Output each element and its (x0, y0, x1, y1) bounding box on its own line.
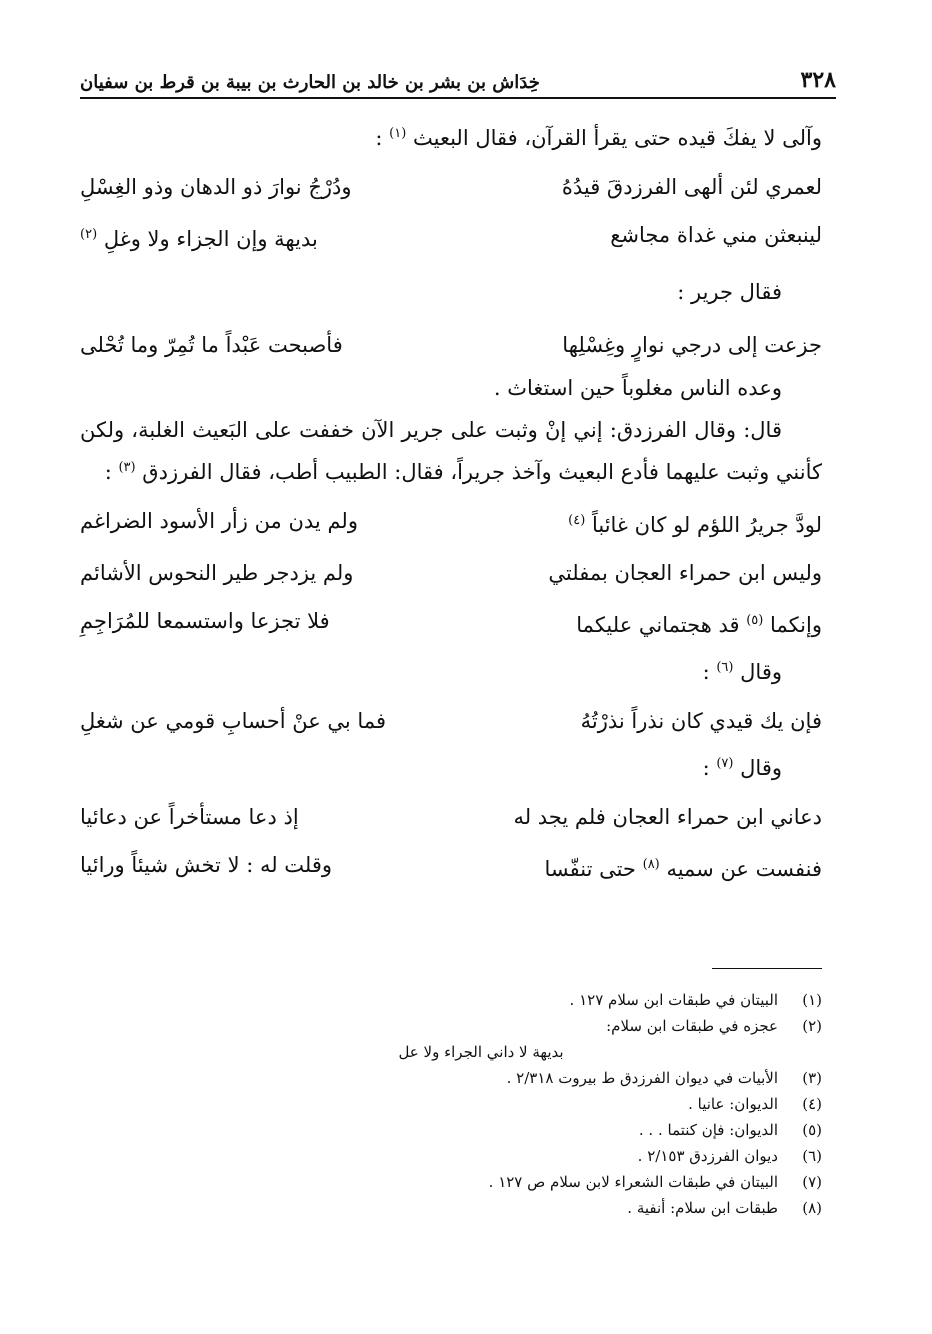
said-text: وقال (740, 756, 782, 780)
said-line-7 (80, 745, 822, 787)
verse-hemistich-1 (492, 597, 822, 649)
verse-hemistich-1: فإن يك قيدي كان نذراً نذرْتُهُ (580, 709, 822, 733)
footnote-separator (712, 968, 822, 969)
verse-text: وإنكما (770, 613, 822, 637)
said-line-6 (80, 649, 822, 691)
footnote-text: الديوان: فإن كنتما . . . (638, 1121, 778, 1139)
verse-hemistich-2: فلا تجزعا واستسمعا للمُرَاجِمِ (80, 609, 330, 633)
verse-hemistich-2: وقلت له : لا تخش شيئاً ورائيا (80, 853, 333, 877)
verse-hemistich-1: دعاني ابن حمراء العجان فلم يجد له (513, 805, 822, 829)
colon: : (702, 756, 710, 780)
verse-hemistich-1: جزعت إلى درجي نوارٍ وغِسْلِها (562, 333, 822, 357)
verse-text: قد هجتماني عليكما (576, 613, 740, 637)
footnote-ref: (٨) (642, 857, 660, 872)
verse-8 (80, 793, 822, 841)
verse-2 (80, 211, 822, 263)
verse-4 (80, 497, 822, 549)
intro-text: وآلى لا يفكَ قيده حتى يقرأ القرآن، فقال البعيث (413, 126, 822, 150)
verse-text: فنفست عن سميه (666, 857, 822, 881)
narration-paragraph (80, 411, 822, 491)
verse-text: بديهة وإن الجزاء ولا وغلِ (103, 227, 318, 251)
footnote-ref: (١) (389, 126, 407, 141)
footnote-item (300, 1143, 822, 1169)
footnote-number: (٦) (802, 1147, 822, 1165)
footnotes (300, 987, 822, 1221)
footnote-text: الديوان: عانيا . (688, 1095, 778, 1113)
verse-hemistich-2 (80, 211, 420, 263)
footnote-item (300, 1117, 822, 1143)
footnote-ref: (٥) (746, 613, 764, 628)
verse-6 (80, 597, 822, 649)
footnote-number: (٥) (802, 1121, 822, 1139)
footnote-number: (١) (802, 991, 822, 1009)
footnote-text: البيتان في طبقات ابن سلام ١٢٧ . (569, 991, 778, 1009)
footnote-ref: (٢) (80, 227, 98, 242)
verse-hemistich-1: لعمري لئن ألهى الفرزدقَ قيدُهُ (561, 175, 822, 199)
jarir-said: فقال جرير : (677, 280, 782, 304)
verse-hemistich-2: ودُرْجُ نوارَ ذو الدهان وذو الغِسْلِ (80, 175, 352, 199)
verse-1 (80, 163, 822, 211)
colon: : (702, 660, 710, 684)
page-header (80, 55, 836, 99)
footnote-text: الأبيات في ديوان الفرزدق ط بيروت ٢/٣١٨ . (506, 1069, 778, 1087)
footnote-number: (٧) (802, 1173, 822, 1191)
verse-3 (80, 321, 822, 369)
verse-hemistich-1: لينبعثن مني غداة مجاشع (610, 223, 822, 247)
narration-line: وعده الناس مغلوباً حين استغاث . (493, 376, 782, 400)
footnote-number: (٢) (802, 1017, 822, 1035)
verse-hemistich-1 (492, 497, 822, 549)
footnote-ref: (٣) (118, 460, 136, 475)
page-number: ٣٢٨ (800, 67, 836, 93)
verse-7 (80, 697, 822, 745)
colon: : (375, 126, 383, 150)
verse-9 (80, 841, 822, 893)
verse-hemistich-2: فما بي عنْ أحسابِ قومي عن شغلِ (80, 709, 386, 733)
running-title: خِدَاش بن بشر بن خالد بن الحارث بن بيبة بن قرط بن سفيان (80, 72, 540, 93)
verse-hemistich-2: فأصبحت عَبْداً ما تُمِرّ وما تُحْلى (80, 333, 343, 357)
footnote-text: طبقات ابن سلام: أنفية . (627, 1199, 778, 1217)
footnote-ref: (٧) (716, 756, 734, 771)
footnote-text: البيتان في طبقات الشعراء لابن سلام ص ١٢٧ . (488, 1173, 778, 1191)
verse-hemistich-2: ولم يزدجر طير النحوس الأشائم (80, 561, 354, 585)
footnote-ref: (٦) (716, 660, 734, 675)
footnote-item (300, 987, 822, 1013)
footnote-item (300, 1013, 822, 1039)
said-text: وقال (740, 660, 782, 684)
footnote-item (300, 1091, 822, 1117)
colon: : (104, 460, 112, 484)
footnote-text: ديوان الفرزدق ٢/١٥٣ . (637, 1147, 778, 1165)
verse-5 (80, 549, 822, 597)
verse-text: حتى تنفّسا (544, 857, 636, 881)
paragraph-text: قال: وقال الفرزدق: إني إنْ وثبت على جرير الآن خففت على البَعيث الغلبة، ولكن كأنني وثبت عليهما فأدع البعيث وآخذ جريراً، فقال: الطبيب أطب، فقال الفرزدق (80, 418, 822, 484)
main-text (80, 115, 822, 893)
footnote-item (300, 1169, 822, 1195)
footnote-number: (٨) (802, 1199, 822, 1217)
verse-text: لودَّ جريرُ اللؤم لو كان غائباً (591, 513, 822, 537)
footnote-item (300, 1195, 822, 1221)
verse-hemistich-1: وليس ابن حمراء العجان بمفلتي (548, 561, 822, 585)
verse-hemistich-2: إذ دعا مستأخراً عن دعائيا (80, 805, 299, 829)
footnote-text: عجزه في طبقات ابن سلام: (606, 1017, 778, 1035)
footnote-number: (٤) (802, 1095, 822, 1113)
footnote-ref: (٤) (568, 513, 586, 528)
footnote-quoted-verse: بديهة لا داني الجراء ولا عل (398, 1043, 564, 1061)
footnote-number: (٣) (802, 1069, 822, 1087)
verse-hemistich-1 (492, 841, 822, 893)
intro-line (80, 115, 822, 157)
verse-hemistich-2: ولم يدن من زأر الأسود الضراغم (80, 509, 358, 533)
footnote-item (300, 1065, 822, 1091)
